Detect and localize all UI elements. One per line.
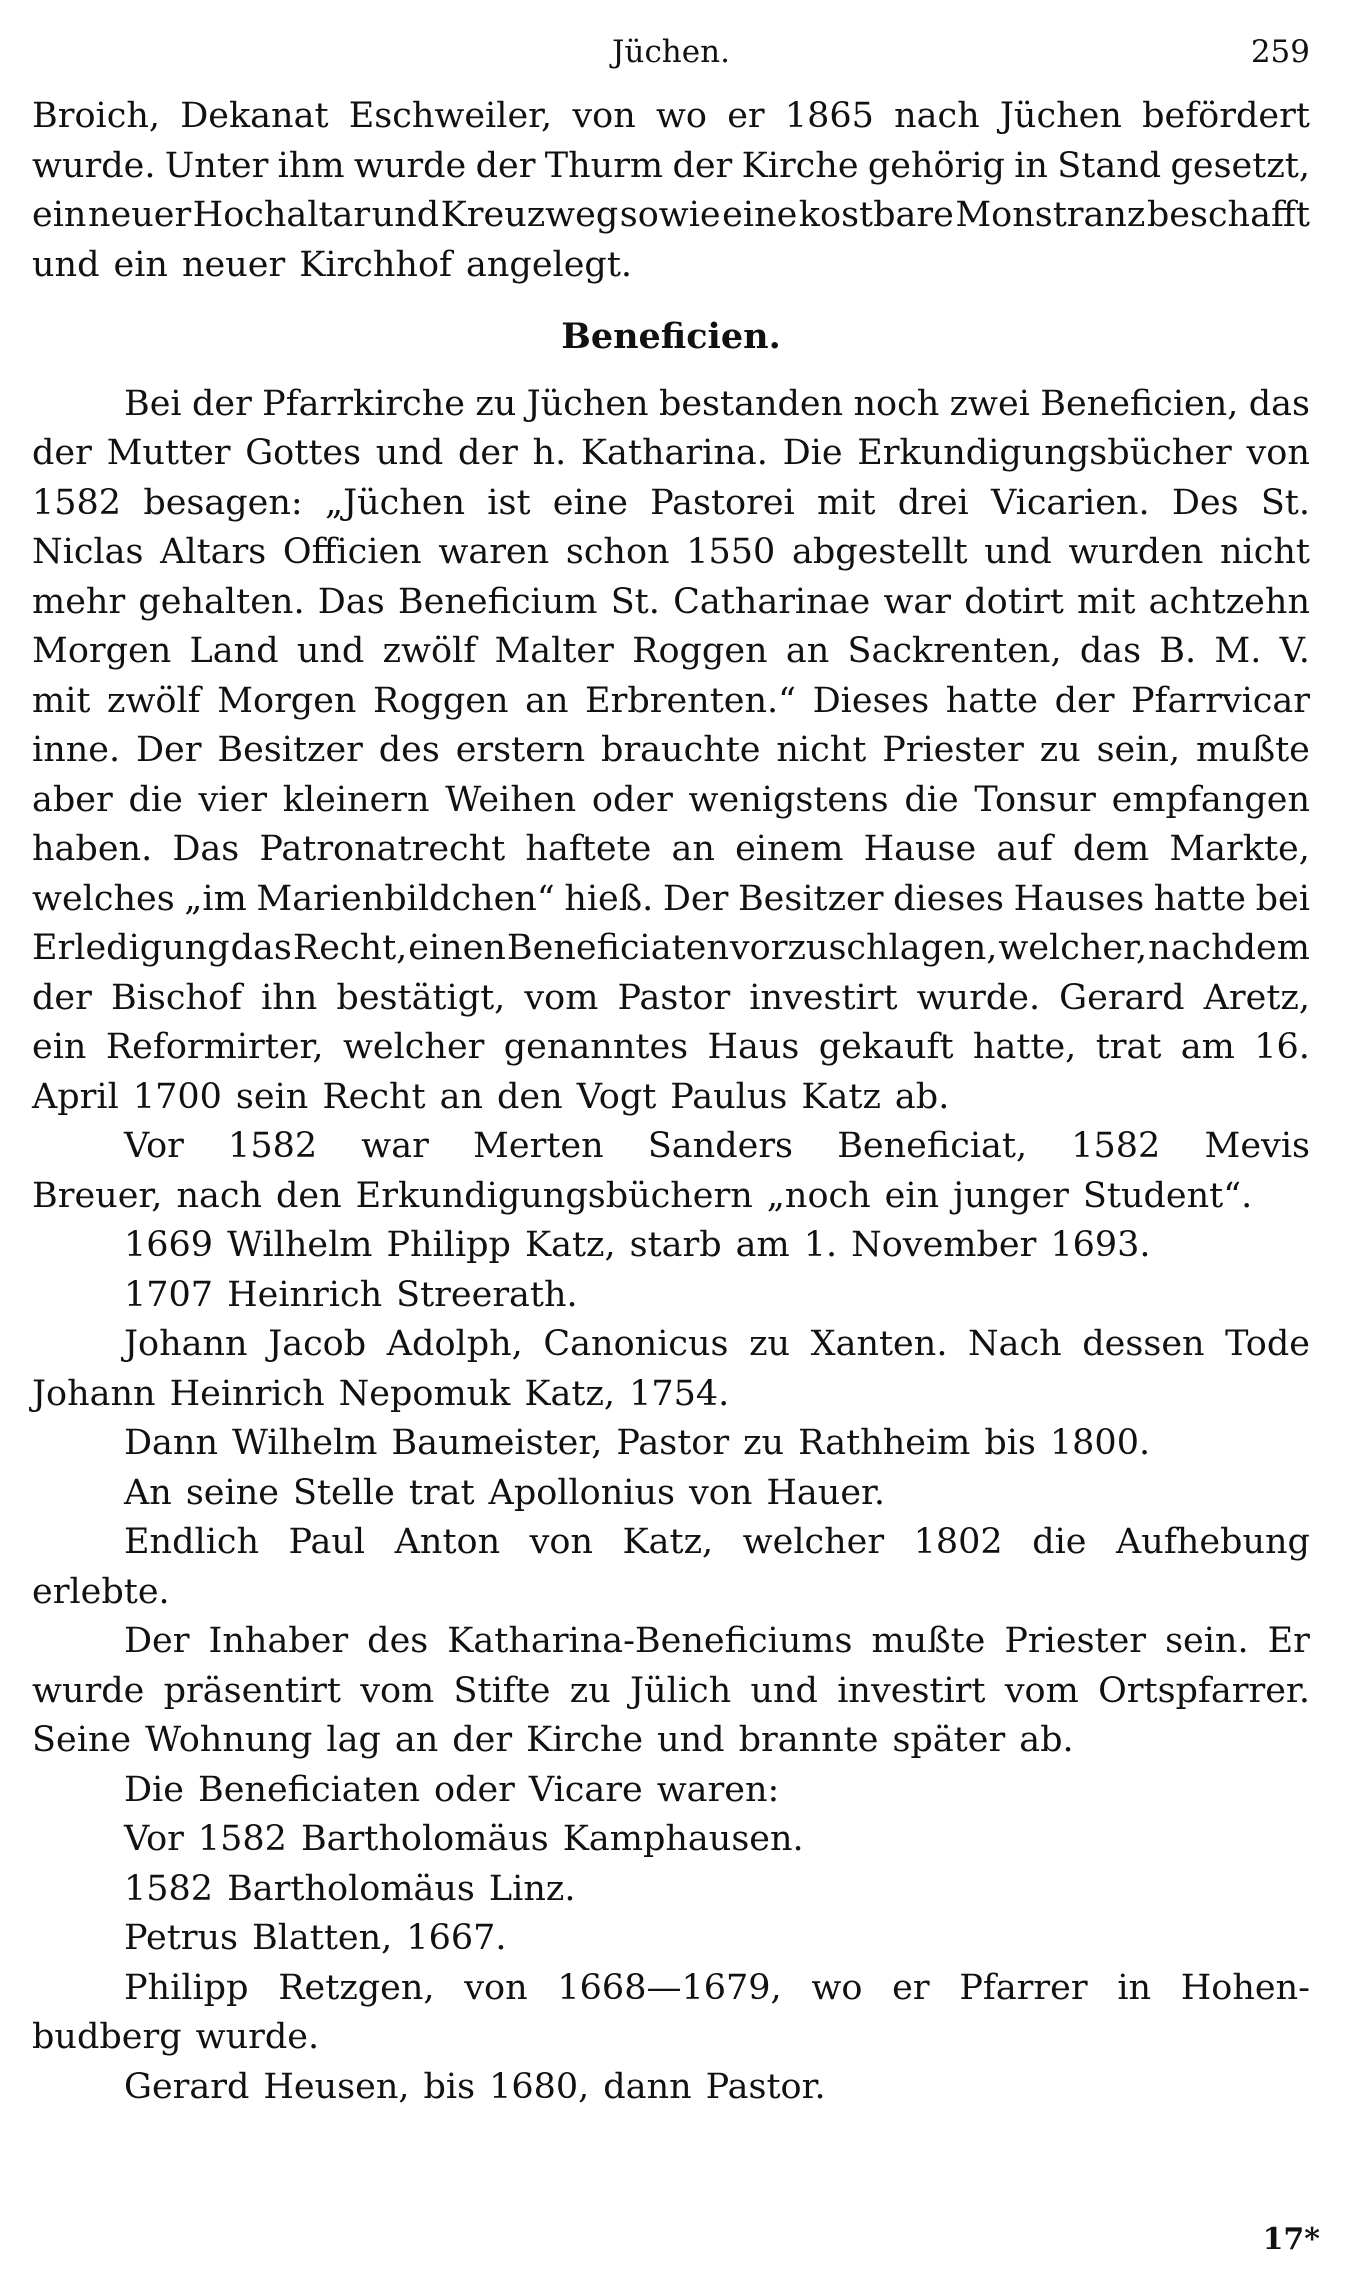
text-line: Bei der Pfarrkirche zu Jüchen bestanden noch zwei Beneficien, das: [124, 383, 1310, 424]
text-line: Gerard Heusen, bis 1680, dann Pastor.: [124, 2066, 826, 2107]
page-number: 259: [1250, 34, 1310, 70]
text-line: Der Inhaber des Katharina-Beneficiums mußte Priester sein. Er: [124, 1621, 1310, 1661]
signature-mark: 17*: [1262, 2222, 1320, 2257]
text-line: Die Beneficiaten oder Vicare waren:: [124, 1769, 780, 1810]
text-line: wurde präsentirt vom Stifte zu Jülich und investirt vom Ortspfarrer.: [32, 1670, 1310, 1711]
text-line: 1582 besagen: „Jüchen ist eine Pastorei mit drei Vicarien. Des St.: [32, 482, 1310, 523]
text-line: Erledigung das Recht, einen Beneficiaten vorzuschlagen, welcher, nachdem: [32, 928, 1310, 968]
text-line: 1669 Wilhelm Philipp Katz, starb am 1. November 1693.: [124, 1225, 1151, 1265]
text-line: April 1700 sein Recht an den Vogt Paulus Katz ab.: [32, 1076, 950, 1117]
text-line: wurde. Unter ihm wurde der Thurm der Kirche gehörig in Stand gesetzt,: [32, 145, 1310, 186]
section-heading: Beneficien.: [561, 316, 781, 357]
text-line: Vor 1582 war Merten Sanders Beneficiat, 1582 Mevis: [124, 1126, 1310, 1166]
text-line: Endlich Paul Anton von Katz, welcher 1802 die Aufhebung: [124, 1522, 1310, 1562]
text-line: welches „im Marienbildchen“ hieß. Der Besitzer dieses Hauses hatte bei: [32, 878, 1310, 919]
text-line: ein neuer Hochaltar und Kreuzweg sowie eine kostbare Monstranz beschafft: [32, 195, 1310, 235]
text-line: Broich, Dekanat Eschweiler, von wo er 1865 nach Jüchen befördert: [32, 96, 1310, 136]
page: [32, 34, 1310, 2112]
text-line: Johann Heinrich Nepomuk Katz, 1754.: [32, 1373, 730, 1414]
text-line: erlebte.: [32, 1571, 170, 1612]
text-line: Breuer, nach den Erkundigungsbüchern „noch ein junger Student“.: [32, 1175, 1253, 1216]
body-text: [32, 92, 1310, 2112]
text-line: 1707 Heinrich Streerath.: [124, 1274, 578, 1315]
text-line: Johann Jacob Adolph, Canonicus zu Xanten. Nach dessen Tode: [124, 1324, 1310, 1364]
text-line: mehr gehalten. Das Beneficium St. Catharinae war dotirt mit achtzehn: [32, 581, 1310, 622]
text-line: Dann Wilhelm Baumeister, Pastor zu Rathheim bis 1800.: [124, 1423, 1151, 1463]
text-line: Seine Wohnung lag an der Kirche und brannte später ab.: [32, 1720, 1074, 1760]
text-line: ein Reformirter, welcher genanntes Haus gekauft hatte, trat am 16.: [32, 1027, 1310, 1067]
running-title: Jüchen.: [612, 34, 730, 70]
text-line: Morgen Land und zwölf Malter Roggen an Sackrenten, das B. M. V.: [32, 631, 1310, 671]
text-line: der Mutter Gottes und der h. Katharina. Die Erkundigungsbücher von: [32, 433, 1310, 473]
text-line: Philipp Retzgen, von 1668—1679, wo er Pfarrer in Hohen-: [124, 1967, 1310, 2008]
text-line: haben. Das Patronatrecht haftete an einem Hause auf dem Markte,: [32, 829, 1310, 869]
text-line: und ein neuer Kirchhof angelegt.: [32, 244, 633, 285]
text-line: An seine Stelle trat Apollonius von Hauer.: [124, 1472, 886, 1513]
text-line: Petrus Blatten, 1667.: [124, 1918, 507, 1958]
text-line: mit zwölf Morgen Roggen an Erbrenten.“ Dieses hatte der Pfarrvicar: [32, 680, 1310, 721]
text-line: der Bischof ihn bestätigt, vom Pastor investirt wurde. Gerard Aretz,: [32, 977, 1310, 1018]
text-line: Niclas Altars Officien waren schon 1550 abgestellt und wurden nicht: [32, 532, 1310, 572]
text-line: 1582 Bartholomäus Linz.: [124, 1868, 576, 1909]
text-line: budberg wurde.: [32, 2017, 320, 2057]
text-line: aber die vier kleinern Weihen oder wenigstens die Tonsur empfangen: [32, 779, 1310, 820]
text-line: Vor 1582 Bartholomäus Kamphausen.: [124, 1819, 804, 1859]
text-line: inne. Der Besitzer des erstern brauchte nicht Priester zu sein, mußte: [32, 730, 1310, 770]
running-header: [32, 34, 1310, 78]
